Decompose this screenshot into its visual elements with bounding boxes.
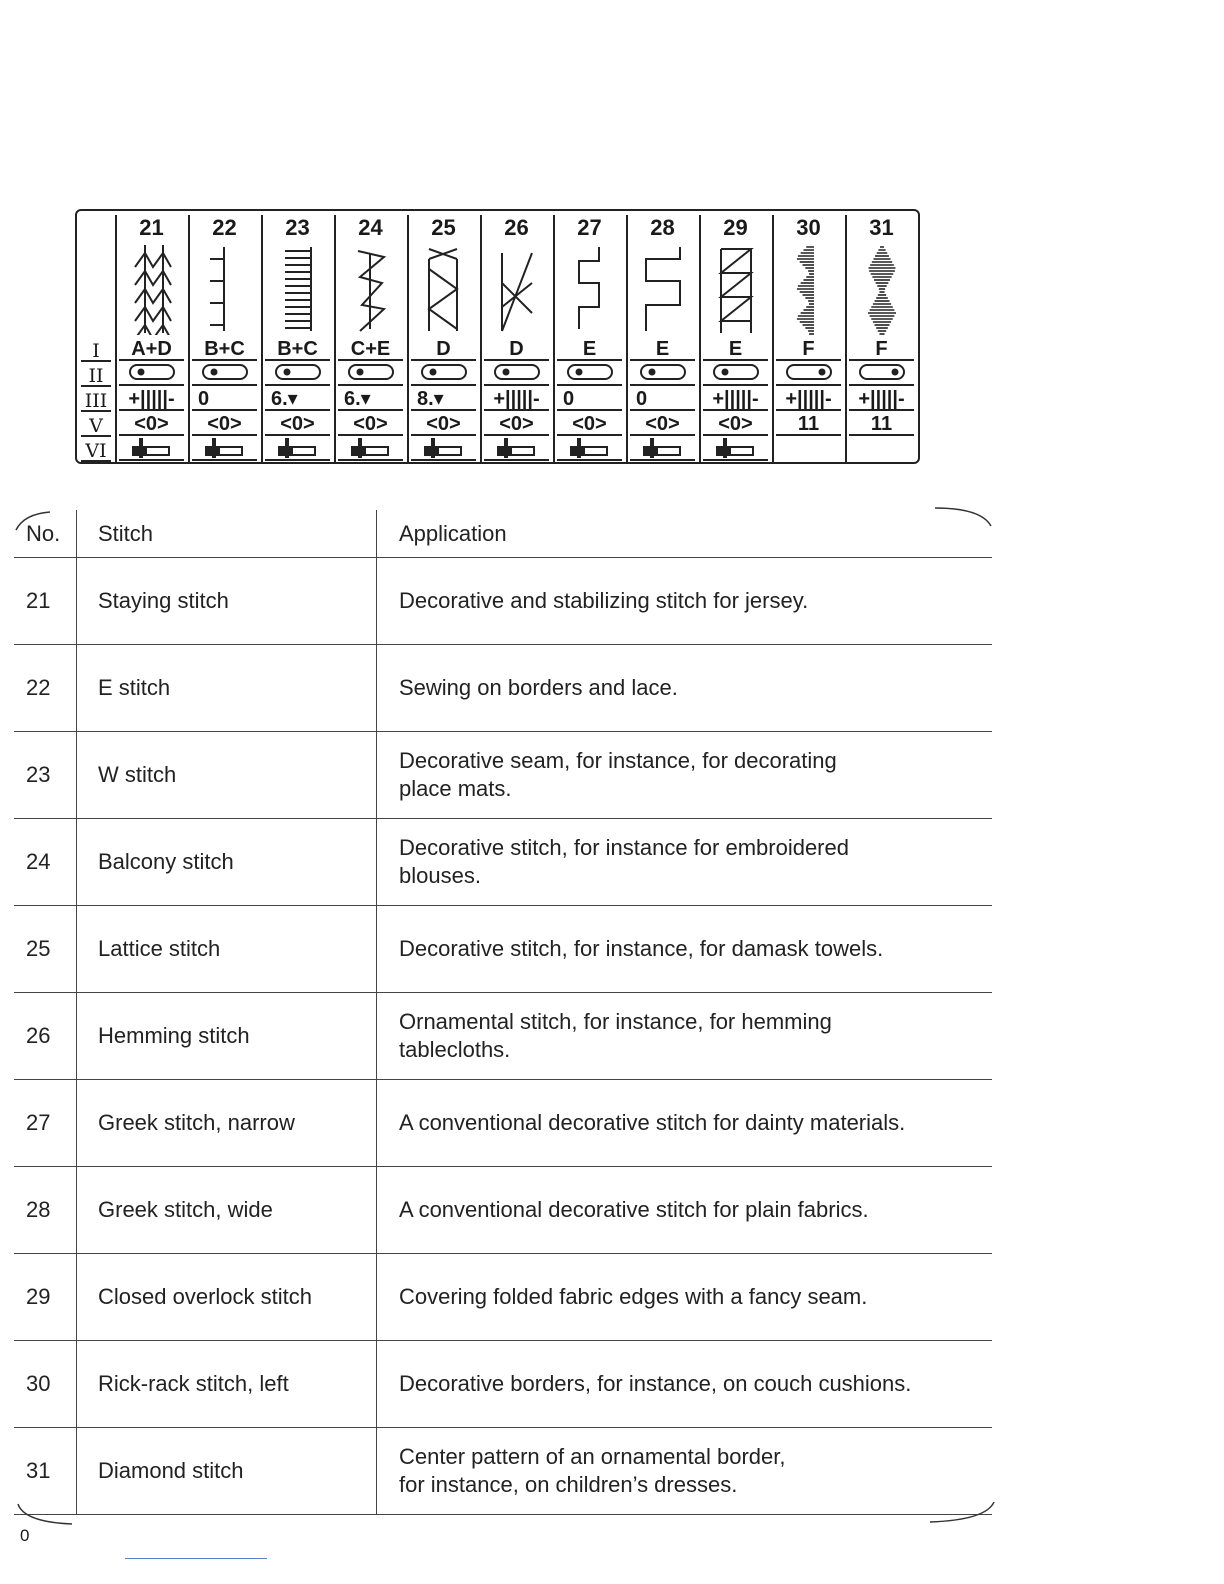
setting-needle — [776, 437, 841, 461]
stitch-table — [14, 510, 992, 1515]
row-application — [377, 1080, 993, 1167]
setting-needle — [484, 437, 549, 461]
setting-balance: <0> — [265, 412, 330, 436]
row-number: 24 — [14, 819, 77, 906]
column-divider — [261, 215, 263, 462]
stitch-length-slider-icon — [346, 362, 396, 382]
chart-column — [626, 211, 699, 464]
column-divider — [407, 215, 409, 462]
table-row — [14, 819, 992, 906]
setting-needle — [703, 437, 768, 461]
setting-balance: <0> — [557, 412, 622, 436]
chart-column — [553, 211, 626, 464]
setting-presser-foot: D — [484, 337, 549, 361]
row-stitch-name: Hemming stitch — [77, 993, 377, 1080]
table-header-row — [14, 510, 992, 558]
setting-presser-foot: B+C — [192, 337, 257, 361]
row-application — [377, 558, 993, 645]
setting-presser-foot: E — [630, 337, 695, 361]
chart-column — [115, 211, 188, 464]
table-row — [14, 1341, 992, 1428]
column-divider — [626, 215, 628, 462]
row-number: 26 — [14, 993, 77, 1080]
w-stitch-pattern-icon — [269, 243, 327, 335]
needle-position-icon — [640, 437, 686, 459]
setting-width: 6.▾ — [338, 387, 403, 411]
setting-needle — [265, 437, 330, 461]
setting-balance: <0> — [411, 412, 476, 436]
table-row — [14, 732, 992, 819]
setting-balance: <0> — [119, 412, 184, 436]
table-row — [14, 906, 992, 993]
setting-width: 0 — [557, 387, 622, 411]
header-stitch: Stitch — [77, 510, 377, 558]
setting-length-knob — [630, 362, 695, 386]
setting-presser-foot: E — [557, 337, 622, 361]
row-number: 28 — [14, 1167, 77, 1254]
hemming-pattern-icon — [488, 243, 546, 335]
column-divider — [845, 215, 847, 462]
stitch-length-slider-icon — [565, 362, 615, 382]
column-divider — [699, 215, 701, 462]
setting-length-knob — [192, 362, 257, 386]
rick-rack-pattern-icon — [780, 243, 838, 335]
row-number: 29 — [14, 1254, 77, 1341]
table-row — [14, 645, 992, 732]
setting-length-knob — [703, 362, 768, 386]
application-line: place mats. — [399, 776, 512, 801]
row-stitch-name: E stitch — [77, 645, 377, 732]
setting-presser-foot: B+C — [265, 337, 330, 361]
row-application — [377, 732, 993, 819]
needle-position-icon — [494, 437, 540, 459]
diamond-pattern-icon — [853, 243, 911, 335]
application-line: Ornamental stitch, for instance, for hemming — [399, 1009, 832, 1034]
stitch-number: 25 — [431, 215, 456, 240]
application-line: A conventional decorative stitch for plain fabrics. — [399, 1197, 869, 1222]
setting-width: 0 — [192, 387, 257, 411]
application-line: Decorative borders, for instance, on couch cushions. — [399, 1371, 912, 1396]
setting-balance: 11 — [849, 412, 914, 436]
row-application — [377, 906, 993, 993]
application-line: tablecloths. — [399, 1037, 511, 1062]
setting-presser-foot: E — [703, 337, 768, 361]
table-row — [14, 1167, 992, 1254]
row-application — [377, 1167, 993, 1254]
setting-needle — [192, 437, 257, 461]
column-divider — [115, 215, 117, 462]
setting-length-knob — [557, 362, 622, 386]
row-number: 22 — [14, 645, 77, 732]
chart-column — [334, 211, 407, 464]
stitch-number: 22 — [212, 215, 237, 240]
row-application — [377, 1254, 993, 1341]
chart-column — [845, 211, 918, 464]
stitch-length-slider-icon — [711, 362, 761, 382]
table-row — [14, 1428, 992, 1515]
column-divider — [334, 215, 336, 462]
setting-presser-foot: F — [776, 337, 841, 361]
row-number: 31 — [14, 1428, 77, 1515]
setting-width: 8.▾ — [411, 387, 476, 411]
needle-position-icon — [421, 437, 467, 459]
stitch-length-slider-icon — [273, 362, 323, 382]
greek-wide-pattern-icon — [634, 243, 692, 335]
setting-length-knob — [338, 362, 403, 386]
chart-row-label: I — [77, 339, 115, 363]
setting-length-knob — [265, 362, 330, 386]
table-row — [14, 1080, 992, 1167]
setting-needle — [557, 437, 622, 461]
setting-balance: <0> — [338, 412, 403, 436]
setting-width: 6.▾ — [265, 387, 330, 411]
e-stitch-pattern-icon — [196, 243, 254, 335]
application-line: Covering folded fabric edges with a fancy seam. — [399, 1284, 868, 1309]
setting-length-knob — [119, 362, 184, 386]
stitch-number: 27 — [577, 215, 602, 240]
setting-needle — [411, 437, 476, 461]
setting-balance: <0> — [192, 412, 257, 436]
stitch-length-slider-icon — [784, 362, 834, 382]
column-divider — [188, 215, 190, 462]
row-application — [377, 645, 993, 732]
chart-row-label: VI — [77, 439, 115, 463]
setting-presser-foot: F — [849, 337, 914, 361]
setting-length-knob — [411, 362, 476, 386]
setting-width: +|||||- — [119, 387, 184, 411]
header-no: No. — [14, 510, 77, 558]
chart-column — [407, 211, 480, 464]
stitch-number: 23 — [285, 215, 310, 240]
overlock-pattern-icon — [707, 243, 765, 335]
column-divider — [480, 215, 482, 462]
needle-position-icon — [275, 437, 321, 459]
page-number: 0 — [20, 1526, 30, 1545]
application-line: Decorative stitch, for instance, for damask towels. — [399, 936, 884, 961]
stitch-settings-chart — [75, 209, 920, 464]
stitch-length-slider-icon — [200, 362, 250, 382]
chart-column — [699, 211, 772, 464]
chart-column — [772, 211, 845, 464]
row-application — [377, 1341, 993, 1428]
setting-balance: <0> — [484, 412, 549, 436]
needle-position-icon — [713, 437, 759, 459]
stitch-number: 21 — [139, 215, 164, 240]
setting-presser-foot: C+E — [338, 337, 403, 361]
setting-needle — [630, 437, 695, 461]
table-row — [14, 558, 992, 645]
stitch-number: 24 — [358, 215, 383, 240]
row-application — [377, 993, 993, 1080]
stitch-length-slider-icon — [492, 362, 542, 382]
stitch-length-slider-icon — [127, 362, 177, 382]
row-number: 25 — [14, 906, 77, 993]
setting-balance: <0> — [703, 412, 768, 436]
setting-presser-foot: A+D — [119, 337, 184, 361]
row-stitch-name: Greek stitch, wide — [77, 1167, 377, 1254]
stitch-number: 30 — [796, 215, 821, 240]
column-divider — [772, 215, 774, 462]
row-stitch-name: W stitch — [77, 732, 377, 819]
row-stitch-name: Greek stitch, narrow — [77, 1080, 377, 1167]
needle-position-icon — [567, 437, 613, 459]
chart-column — [261, 211, 334, 464]
setting-length-knob — [484, 362, 549, 386]
footer-rule — [125, 1558, 267, 1559]
stitch-number: 26 — [504, 215, 529, 240]
row-stitch-name: Diamond stitch — [77, 1428, 377, 1515]
setting-needle — [849, 437, 914, 461]
application-line: blouses. — [399, 863, 481, 888]
setting-width: +|||||- — [776, 387, 841, 411]
row-number: 27 — [14, 1080, 77, 1167]
stitch-length-slider-icon — [857, 362, 907, 382]
needle-position-icon — [202, 437, 248, 459]
row-application — [377, 1428, 993, 1515]
setting-length-knob — [776, 362, 841, 386]
stitch-number: 31 — [869, 215, 894, 240]
chart-row-label: III — [77, 389, 115, 413]
application-line: for instance, on children’s dresses. — [399, 1472, 738, 1497]
row-stitch-name: Rick-rack stitch, left — [77, 1341, 377, 1428]
stitch-length-slider-icon — [638, 362, 688, 382]
stitch-length-slider-icon — [419, 362, 469, 382]
header-application: Application — [377, 510, 993, 558]
row-number: 21 — [14, 558, 77, 645]
setting-needle — [338, 437, 403, 461]
application-line: Decorative stitch, for instance for embroidered — [399, 835, 849, 860]
needle-position-icon — [129, 437, 175, 459]
chart-row-label: II — [77, 364, 115, 388]
row-number: 23 — [14, 732, 77, 819]
setting-length-knob — [849, 362, 914, 386]
setting-needle — [119, 437, 184, 461]
row-stitch-name: Closed overlock stitch — [77, 1254, 377, 1341]
staying-pattern-icon — [123, 243, 181, 335]
application-line: A conventional decorative stitch for dainty materials. — [399, 1110, 906, 1135]
chart-column — [480, 211, 553, 464]
setting-balance: <0> — [630, 412, 695, 436]
setting-width: +|||||- — [703, 387, 768, 411]
setting-presser-foot: D — [411, 337, 476, 361]
row-stitch-name: Staying stitch — [77, 558, 377, 645]
row-stitch-name: Lattice stitch — [77, 906, 377, 993]
application-line: Decorative seam, for instance, for decorating — [399, 748, 837, 773]
lattice-pattern-icon — [415, 243, 473, 335]
application-line: Sewing on borders and lace. — [399, 675, 678, 700]
setting-width: +|||||- — [484, 387, 549, 411]
greek-narrow-pattern-icon — [561, 243, 619, 335]
setting-width: +|||||- — [849, 387, 914, 411]
needle-position-icon — [348, 437, 394, 459]
row-stitch-name: Balcony stitch — [77, 819, 377, 906]
chart-row-label: V — [77, 414, 115, 438]
setting-width: 0 — [630, 387, 695, 411]
row-application — [377, 819, 993, 906]
column-divider — [553, 215, 555, 462]
row-number: 30 — [14, 1341, 77, 1428]
application-line: Center pattern of an ornamental border, — [399, 1444, 786, 1469]
stitch-number: 28 — [650, 215, 675, 240]
table-row — [14, 1254, 992, 1341]
setting-balance: 11 — [776, 412, 841, 436]
stitch-number: 29 — [723, 215, 748, 240]
balcony-pattern-icon — [342, 243, 400, 335]
chart-column — [188, 211, 261, 464]
table-row — [14, 993, 992, 1080]
table-corner-bottom-right — [928, 1498, 998, 1528]
application-line: Decorative and stabilizing stitch for jersey. — [399, 588, 809, 613]
